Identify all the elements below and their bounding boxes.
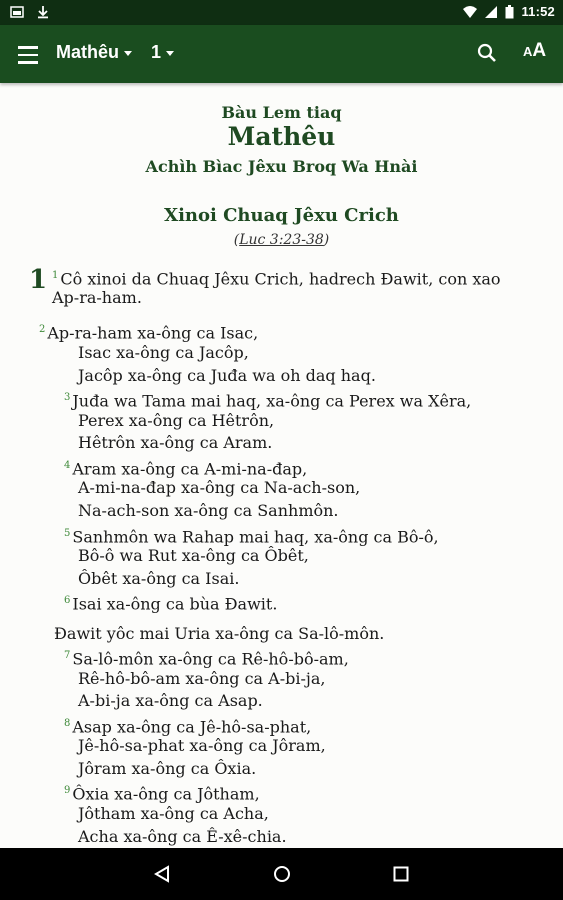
- verse-number[interactable]: 2: [39, 324, 46, 335]
- verse-text: Isac xa-ông ca Jacôp,: [78, 343, 249, 362]
- verse-line: [64, 524, 439, 547]
- recent-apps-icon[interactable]: [392, 865, 410, 883]
- status-time: 11:52: [521, 4, 555, 19]
- gallery-icon: [10, 5, 24, 19]
- verse-line: [52, 288, 142, 308]
- signal-icon: [484, 5, 498, 19]
- verse-line: [64, 591, 277, 614]
- scripture-content[interactable]: [0, 83, 563, 848]
- verse-line: [64, 456, 307, 479]
- font-size-small-icon: A: [523, 44, 533, 59]
- verse-text: Jacôp xa-ông ca Juđa wa oh daq haq.: [78, 366, 376, 385]
- verse-text: Aram xa-ông ca A-mi-na-đap,: [72, 459, 308, 479]
- verse-line: [78, 546, 309, 566]
- book-name: Mathêu: [56, 42, 119, 62]
- verse-line: [78, 669, 325, 689]
- book-title-small: Bàu Lem tiaq: [221, 103, 342, 122]
- verse-line: [54, 624, 384, 644]
- battery-icon: [505, 5, 514, 19]
- verse-line: [64, 781, 260, 804]
- book-dropdown-icon: [124, 51, 132, 56]
- cross-reference-link[interactable]: Luc 3:23-38: [239, 232, 324, 248]
- verse-text: Acha xa-ông ca Ê-xê-chia.: [78, 827, 287, 846]
- verse-line: [78, 411, 274, 431]
- verse-text: A-bi-ja xa-ông ca Asap.: [78, 691, 263, 710]
- verse-number[interactable]: 5: [64, 528, 71, 539]
- verse-line: [78, 759, 256, 779]
- verse-number[interactable]: 6: [64, 595, 71, 606]
- verse-text: Rê-hô-bô-am xa-ông ca A-bi-ja,: [78, 669, 326, 688]
- verse-line: [78, 366, 376, 386]
- verse-text: Ap-ra-ham.: [52, 288, 142, 307]
- verse-line: [78, 569, 239, 589]
- verse-text: Perex xa-ông ca Hêtrôn,: [78, 411, 275, 430]
- font-size-big-icon: A: [532, 40, 547, 61]
- verse-line: [78, 827, 287, 847]
- verse-text: Ôbêt xa-ông ca Isai.: [78, 569, 240, 588]
- verse-text: Hêtrôn xa-ông ca Aram.: [78, 433, 273, 452]
- download-icon: [36, 5, 50, 19]
- verse-text: Na-ach-son xa-ông ca Sanhmôn.: [78, 501, 339, 520]
- verse-text: Ôxia xa-ông ca Jôtham,: [72, 784, 260, 804]
- book-selector[interactable]: [56, 42, 132, 63]
- verse-text: Juđa wa Tama mai haq, xa-ông ca Perex wa Xêra,: [72, 391, 472, 411]
- status-bar: [0, 0, 563, 25]
- hamburger-menu-icon[interactable]: [16, 39, 44, 69]
- verse-text: Cô xinoi da Chuaq Jêxu Crich, hadrech Đawit, con xao: [60, 269, 501, 289]
- search-icon[interactable]: [476, 42, 498, 64]
- verse-text: Bô-ô wa Rut xa-ông ca Ôbêt,: [78, 546, 309, 565]
- verse-number[interactable]: 9: [64, 785, 71, 796]
- book-title: Mathêu: [227, 122, 336, 151]
- verse-text: A-mi-na-đap xa-ông ca Na-ach-son,: [78, 478, 361, 497]
- verse-text: Ap-ra-ham xa-ông ca Isac,: [47, 323, 259, 343]
- home-icon[interactable]: [273, 865, 291, 883]
- verse-line: [78, 804, 269, 824]
- verse-line: [39, 320, 258, 343]
- verse-text: Jôram xa-ông ca Ôxia.: [78, 759, 257, 778]
- verse-text: Sanhmôn wa Rahap mai haq, xa-ông ca Bô-ô,: [72, 527, 439, 547]
- verse-text: Asap xa-ông ca Jê-hô-sa-phat,: [72, 717, 312, 737]
- verse-number[interactable]: 8: [64, 718, 71, 729]
- section-reference: (Luc 3:23-38): [233, 232, 330, 248]
- verse-number[interactable]: 7: [64, 650, 71, 661]
- chapter-number-label: 1: [151, 42, 162, 62]
- verse-line: [64, 714, 311, 737]
- font-size-button[interactable]: [523, 40, 546, 62]
- book-subtitle: Achìh Bìac Jêxu Broq Wa Hnài: [145, 157, 418, 176]
- chapter-selector[interactable]: [151, 42, 174, 63]
- verse-number[interactable]: 4: [64, 460, 71, 471]
- verse-line: [78, 433, 272, 453]
- navigation-bar: [0, 848, 563, 900]
- verse-line: [78, 736, 326, 756]
- verse-line: [78, 501, 339, 521]
- app-bar: [0, 25, 563, 83]
- verse-number[interactable]: 3: [64, 392, 71, 403]
- verse-line: [52, 266, 501, 289]
- verse-text: Sa-lô-môn xa-ông ca Rê-hô-bô-am,: [72, 649, 349, 669]
- verse-line: [78, 478, 360, 498]
- verse-line: [64, 388, 471, 411]
- verse-text: Isai xa-ông ca bùa Đawit.: [72, 594, 278, 614]
- back-icon[interactable]: [153, 865, 171, 883]
- verse-number[interactable]: 1: [52, 270, 59, 281]
- verse-line: [78, 343, 249, 363]
- verse-text: Jê-hô-sa-phat xa-ông ca Jôram,: [78, 736, 326, 755]
- verse-text: Đawit yôc mai Uria xa-ông ca Sa-lô-môn.: [54, 624, 385, 643]
- chapter-number: 1: [29, 265, 48, 295]
- chapter-dropdown-icon: [166, 51, 174, 56]
- verse-line: [64, 646, 349, 669]
- section-title: Xinoi Chuaq Jêxu Crich: [164, 205, 399, 226]
- wifi-icon: [463, 5, 477, 19]
- verse-line: [78, 691, 263, 711]
- verse-text: Jôtham xa-ông ca Acha,: [78, 804, 269, 823]
